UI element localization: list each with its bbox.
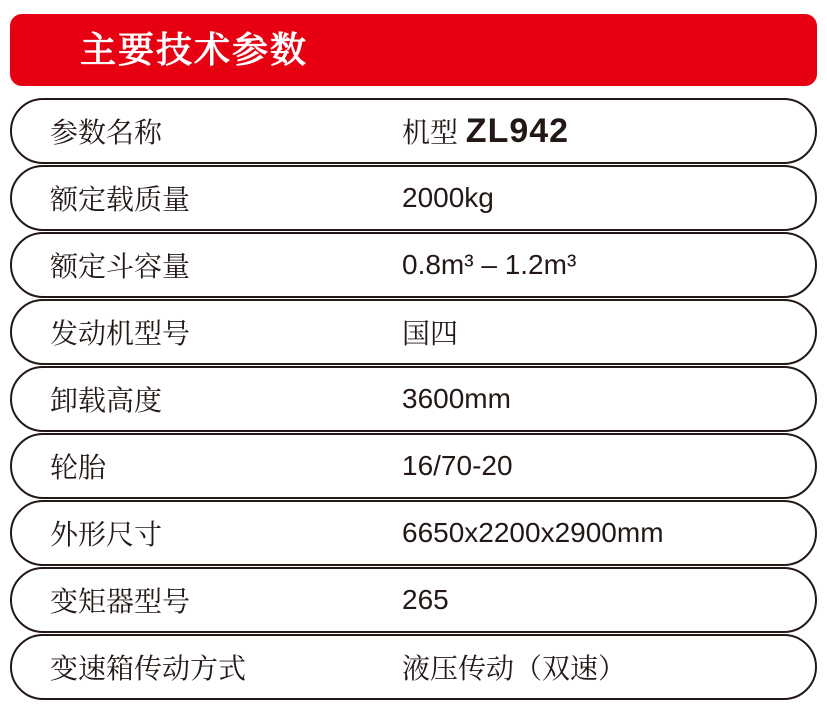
row-value: 265	[402, 584, 449, 615]
row-label: 卸载高度	[50, 385, 163, 416]
row-label: 变矩器型号	[50, 586, 191, 617]
row-value: 16/70-20	[402, 450, 513, 481]
table-row	[10, 299, 817, 365]
row-value: 国四	[402, 318, 459, 349]
row-label: 发动机型号	[50, 318, 191, 349]
row-value: 液压传动（双速）	[402, 653, 627, 684]
table-row	[10, 567, 817, 633]
table-row	[10, 232, 817, 298]
spec-table	[10, 98, 817, 703]
row-value: 3600mm	[402, 383, 511, 414]
model-name-text: ZL942	[465, 112, 570, 150]
header-label-model	[402, 111, 815, 151]
row-label: 额定斗容量	[50, 251, 191, 282]
table-row	[10, 165, 817, 231]
table-row	[10, 366, 817, 432]
title-banner	[10, 14, 817, 86]
row-label: 额定载质量	[50, 184, 191, 215]
row-value: 6650x2200x2900mm	[402, 517, 664, 548]
table-row	[10, 433, 817, 499]
table-row	[10, 634, 817, 700]
row-value: 2000kg	[402, 182, 494, 213]
page-title: 主要技术参数	[80, 29, 309, 70]
table-row	[10, 500, 817, 566]
row-label: 外形尺寸	[50, 519, 163, 550]
table-header-row	[10, 98, 817, 164]
model-prefix-text: 机型	[402, 117, 459, 148]
row-label: 变速箱传动方式	[50, 653, 247, 684]
header-label-parameter: 参数名称	[50, 117, 163, 148]
row-value: 0.8m³ – 1.2m³	[402, 249, 577, 280]
row-label: 轮胎	[50, 452, 107, 483]
